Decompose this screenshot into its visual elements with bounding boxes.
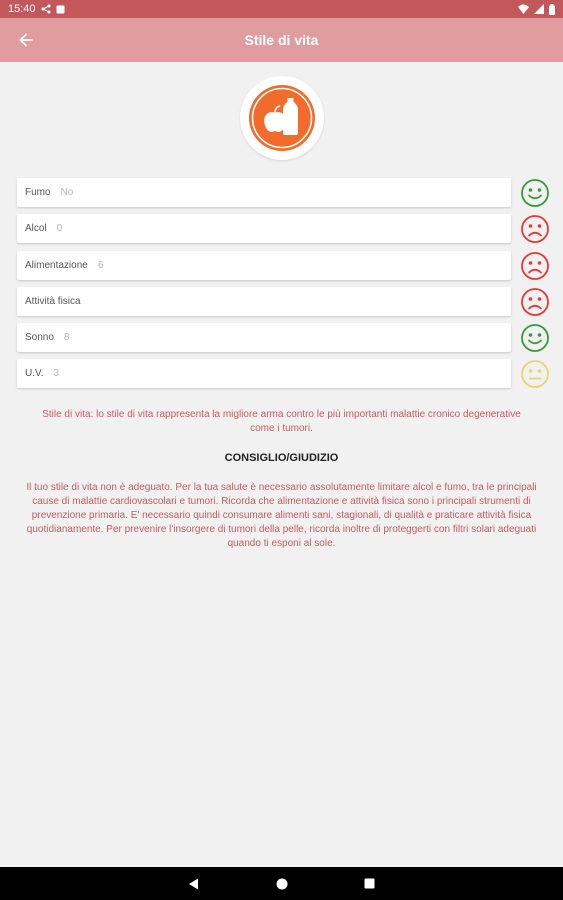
app-bar bbox=[0, 18, 563, 62]
row-uv[interactable] bbox=[17, 359, 511, 388]
status-bar bbox=[0, 0, 563, 18]
advice-heading: CONSIGLIO/GIUDIZIO bbox=[224, 452, 339, 464]
nav-home-button[interactable] bbox=[274, 876, 290, 892]
row-label: Fumo bbox=[25, 187, 51, 198]
lifestyle-logo bbox=[240, 76, 324, 160]
happy-face-icon bbox=[520, 178, 550, 208]
row-attivita-fisica[interactable] bbox=[17, 287, 511, 316]
row-label: Sonno bbox=[25, 332, 54, 343]
signal-icon bbox=[534, 4, 544, 14]
advice-text: Il tuo stile di vita non è adeguato. Per la tua salute è necessario assolutamente limitare alcol e fumo, tra le principali cause di malattie cardiovascolari e tumori. Ricorda che alimentazione e attività fisica sono i principali strumenti di prevenzione primaria. E' necessario quindi consumare alimenti sani, stagionali, di qualità e praticare attività fisica quotidianamente. Per prevenire l'insorgere di tumori della pelle, ricorda inoltre di proteggerti con filtri solari adeguati quando ti esponi al sole. bbox=[26, 482, 537, 549]
row-alcol[interactable] bbox=[17, 214, 511, 243]
home-circle-icon bbox=[276, 878, 288, 890]
row-label: Attività fisica bbox=[25, 296, 81, 307]
row-sonno[interactable] bbox=[17, 323, 511, 352]
sad-face-icon bbox=[520, 251, 550, 281]
row-label: Alimentazione bbox=[25, 260, 88, 271]
sad-face-icon bbox=[520, 214, 550, 244]
row-fumo[interactable] bbox=[17, 178, 511, 207]
apple-bottle-icon bbox=[247, 83, 317, 153]
sad-face-icon bbox=[520, 287, 550, 317]
neutral-face-icon bbox=[520, 359, 550, 389]
row-label: Alcol bbox=[25, 223, 47, 234]
system-nav-bar bbox=[0, 867, 563, 900]
nav-recents-button[interactable] bbox=[362, 876, 378, 892]
back-button[interactable] bbox=[14, 28, 38, 52]
page-title: Stile di vita bbox=[244, 32, 319, 48]
row-value: 0 bbox=[56, 223, 63, 234]
clipboard-icon bbox=[56, 4, 65, 14]
happy-face-icon bbox=[520, 323, 550, 353]
intro-text: Stile di vita: lo stile di vita rappresenta la migliore arma contro le più importanti malattie cronico degenerative come i tumori. bbox=[42, 409, 521, 434]
row-label: U.V. bbox=[25, 368, 44, 379]
row-value: 3 bbox=[53, 368, 60, 379]
row-alimentazione[interactable] bbox=[17, 251, 511, 280]
recents-square-icon bbox=[364, 878, 375, 889]
nav-back-button[interactable] bbox=[186, 876, 202, 892]
battery-icon bbox=[549, 4, 555, 15]
row-value: 6 bbox=[97, 260, 104, 271]
share-icon bbox=[41, 4, 51, 14]
row-value: No bbox=[60, 187, 74, 198]
back-triangle-icon bbox=[188, 878, 199, 890]
status-time: 15:40 bbox=[8, 3, 36, 15]
row-value: 8 bbox=[63, 332, 70, 343]
wifi-icon bbox=[518, 4, 529, 14]
arrow-back-icon bbox=[19, 33, 33, 47]
